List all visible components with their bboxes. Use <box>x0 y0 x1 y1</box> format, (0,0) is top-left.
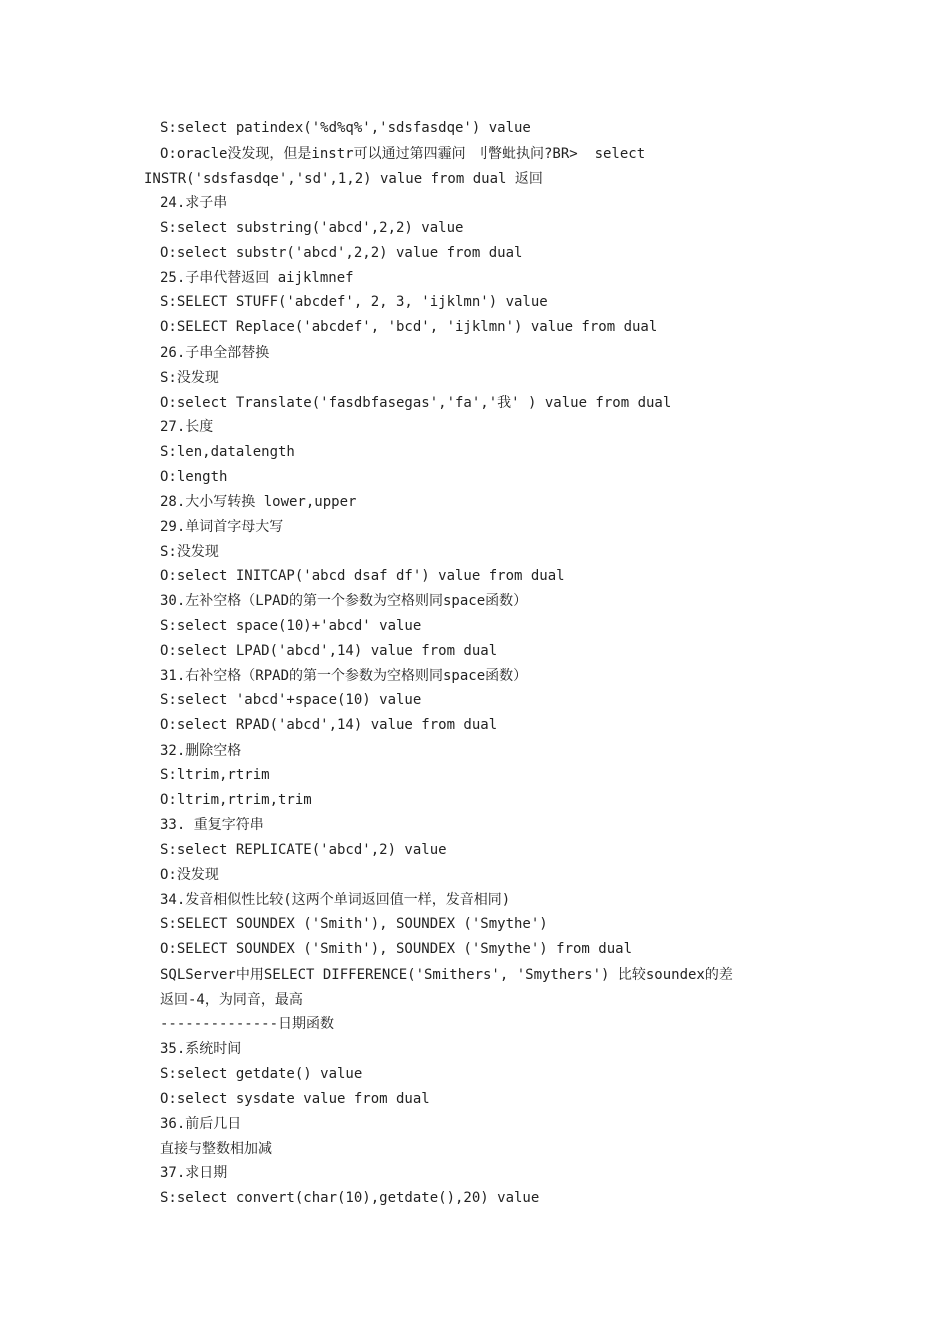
section-heading: 37.求日期 <box>160 1165 228 1181</box>
text-line: O:ltrim,rtrim,trim <box>160 792 312 808</box>
text-line: INSTR('sdsfasdqe','sd',1,2) value from dual 返回 <box>144 171 543 187</box>
section-divider: --------------日期函数 <box>160 1016 335 1032</box>
text-line: O:select Translate('fasdbfasegas','fa','我' ) value from dual <box>160 395 672 411</box>
text-line: 直接与整数相加减 <box>160 1141 272 1157</box>
text-line: S:没发现 <box>160 544 219 560</box>
section-heading: 32.删除空格 <box>160 743 242 759</box>
section-heading: 27.长度 <box>160 419 214 435</box>
text-line: O:select sysdate value from dual <box>160 1091 430 1107</box>
section-heading: 35.系统时间 <box>160 1041 242 1057</box>
text-line: O:select substr('abcd',2,2) value from dual <box>160 245 523 261</box>
text-line: O:select LPAD('abcd',14) value from dual <box>160 643 498 659</box>
text-line: O:SELECT SOUNDEX ('Smith'), SOUNDEX ('Smythe') from dual <box>160 941 633 957</box>
section-heading: 30.左补空格（LPAD的第一个参数为空格则同space函数） <box>160 593 528 609</box>
section-heading: 25.子串代替返回 aijklmnef <box>160 270 354 286</box>
text-line: O:select RPAD('abcd',14) value from dual <box>160 717 498 733</box>
text-line: S:select substring('abcd',2,2) value <box>160 220 464 236</box>
text-line: SQLServer中用SELECT DIFFERENCE('Smithers', 'Smythers') 比较soundex的差 <box>160 967 733 983</box>
section-heading: 36.前后几日 <box>160 1116 242 1132</box>
section-heading: 24.求子串 <box>160 195 228 211</box>
section-heading: 29.单词首字母大写 <box>160 519 284 535</box>
section-heading: 33. 重复字符串 <box>160 817 264 833</box>
text-line: S:select 'abcd'+space(10) value <box>160 692 422 708</box>
text-line: 返回-4，为同音，最高 <box>160 992 303 1008</box>
text-line: O:oracle没发现，但是instr可以通过第四霾问 刂瞥蚍执问?BR> select <box>160 146 646 162</box>
text-line: S:SELECT SOUNDEX ('Smith'), SOUNDEX ('Smythe') <box>160 916 548 932</box>
text-line: O:SELECT Replace('abcdef', 'bcd', 'ijklmn') value from dual <box>160 319 658 335</box>
text-line: S:len,datalength <box>160 444 295 460</box>
text-line: S:select convert(char(10),getdate(),20) value <box>160 1190 540 1206</box>
section-heading: 31.右补空格（RPAD的第一个参数为空格则同space函数） <box>160 668 528 684</box>
text-line: O:select INITCAP('abcd dsaf df') value from dual <box>160 568 565 584</box>
text-line: S:select REPLICATE('abcd',2) value <box>160 842 447 858</box>
text-line: S:SELECT STUFF('abcdef', 2, 3, 'ijklmn') value <box>160 294 548 310</box>
section-heading: 28.大小写转换 lower,upper <box>160 494 357 510</box>
text-line: O:length <box>160 469 228 485</box>
text-line: S:select space(10)+'abcd' value <box>160 618 422 634</box>
text-line: S:select patindex('%d%q%','sdsfasdqe') value <box>160 120 531 136</box>
text-line: S:没发现 <box>160 370 219 386</box>
section-heading: 26.子串全部替换 <box>160 345 270 361</box>
text-line: S:select getdate() value <box>160 1066 363 1082</box>
text-line: O:没发现 <box>160 867 219 883</box>
section-heading: 34.发音相似性比较(这两个单词返回值一样，发音相同) <box>160 892 511 908</box>
text-line: S:ltrim,rtrim <box>160 767 270 783</box>
